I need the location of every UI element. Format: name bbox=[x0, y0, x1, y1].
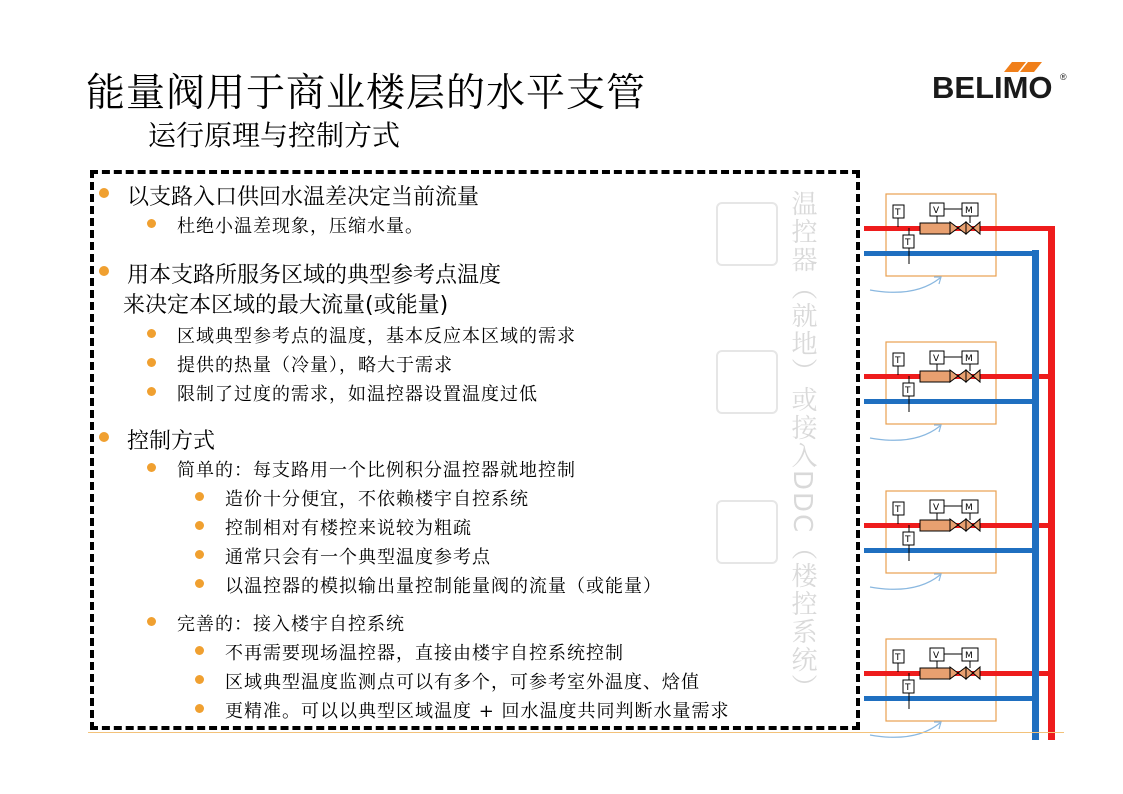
sensor-label: T bbox=[895, 208, 901, 218]
valve-body-icon bbox=[920, 520, 950, 531]
footer-divider bbox=[88, 732, 1064, 733]
sensor-label: T bbox=[895, 356, 901, 366]
background-watermark: 温控器（就地）或接入DDC（楼控系统） bbox=[787, 190, 817, 703]
return-branch-pipe bbox=[864, 251, 1036, 256]
list-item: 更精准。可以以典型区域温度 + 回水温度共同判断水量需求 bbox=[225, 697, 730, 723]
flow-arrow-curve bbox=[870, 278, 940, 292]
valve-body-icon bbox=[920, 371, 950, 382]
bullet-icon bbox=[195, 492, 204, 501]
list-item: 通常只会有一个典型温度参考点 bbox=[225, 543, 491, 569]
list-item: 不再需要现场温控器，直接由楼宇自控系统控制 bbox=[225, 639, 624, 665]
return-branch-pipe bbox=[864, 696, 1036, 701]
bullet-icon bbox=[99, 432, 109, 442]
flow-meter-label: V bbox=[933, 503, 940, 513]
belimo-logo bbox=[930, 56, 1070, 106]
list-item: 以温控器的模拟输出量控制能量阀的流量（或能量） bbox=[225, 572, 662, 598]
section-heading-reference-line2: 来决定本区域的最大流量(或能量) bbox=[123, 293, 449, 318]
bullet-icon bbox=[147, 358, 156, 367]
list-item: 简单的：每支路用一个比例积分温控器就地控制 bbox=[177, 456, 576, 482]
page-title: 能量阀用于商业楼层的水平支管 bbox=[86, 71, 647, 116]
list-item: 控制相对有楼控来说较为粗疏 bbox=[225, 514, 472, 540]
ball-valve-icon bbox=[950, 370, 966, 382]
actuator-label: M bbox=[965, 651, 973, 661]
bullet-icon bbox=[147, 219, 156, 228]
ball-valve-icon bbox=[966, 370, 980, 382]
return-branch-pipe bbox=[864, 548, 1036, 553]
list-item: 完善的：接入楼宇自控系统 bbox=[177, 610, 405, 636]
bullet-icon bbox=[99, 266, 109, 276]
sensor-label: T bbox=[895, 653, 901, 663]
page-subtitle: 运行原理与控制方式 bbox=[148, 119, 401, 152]
list-item: 杜绝小温差现象，压缩水量。 bbox=[177, 212, 424, 238]
bullet-icon bbox=[147, 329, 156, 338]
ball-valve-icon bbox=[950, 667, 966, 679]
actuator-label: M bbox=[965, 503, 973, 513]
list-item: 限制了过度的需求，如温控器设置温度过低 bbox=[177, 380, 538, 406]
ball-valve-icon bbox=[966, 519, 980, 531]
content-box bbox=[90, 170, 860, 730]
bullet-icon bbox=[195, 521, 204, 530]
sensor-label: T bbox=[905, 683, 911, 693]
sensor-label: T bbox=[905, 238, 911, 248]
sensor-label: T bbox=[905, 386, 911, 396]
valve-body-icon bbox=[920, 223, 950, 234]
sensor-label: T bbox=[895, 505, 901, 515]
actuator-label: M bbox=[965, 206, 973, 216]
supply-riser bbox=[1048, 226, 1055, 740]
bullet-icon bbox=[99, 188, 109, 198]
ball-valve-icon bbox=[966, 222, 980, 234]
bullet-icon bbox=[195, 675, 204, 684]
flow-meter-label: V bbox=[933, 354, 940, 364]
bullet-icon bbox=[195, 579, 204, 588]
ball-valve-icon bbox=[950, 519, 966, 531]
bullet-icon bbox=[147, 463, 156, 472]
list-item: 区域典型参考点的温度，基本反应本区域的需求 bbox=[177, 322, 576, 348]
flow-meter-label: V bbox=[933, 651, 940, 661]
list-item: 造价十分便宜，不依赖楼宇自控系统 bbox=[225, 485, 529, 511]
piping-diagram bbox=[860, 180, 1070, 740]
section-heading-reference: 用本支路所服务区域的典型参考点温度 bbox=[127, 258, 501, 289]
bullet-icon bbox=[147, 387, 156, 396]
logo-registered-mark: ® bbox=[1060, 72, 1067, 82]
bullet-icon bbox=[147, 617, 156, 626]
bullet-icon bbox=[195, 704, 204, 713]
return-riser bbox=[1032, 250, 1039, 740]
ball-valve-icon bbox=[966, 667, 980, 679]
actuator-label: M bbox=[965, 354, 973, 364]
logo-text: BELIMO bbox=[932, 70, 1053, 105]
section-heading-control: 控制方式 bbox=[127, 424, 215, 455]
flow-arrow-curve bbox=[870, 723, 940, 737]
list-item: 提供的热量（冷量），略大于需求 bbox=[177, 351, 453, 377]
list-item: 区域典型温度监测点可以有多个，可参考室外温度、焓值 bbox=[225, 668, 700, 694]
flow-arrow-curve bbox=[870, 426, 940, 440]
bullet-list bbox=[94, 174, 856, 726]
return-branch-pipe bbox=[864, 399, 1036, 404]
bullet-icon bbox=[195, 550, 204, 559]
bullet-icon bbox=[195, 646, 204, 655]
section-heading-flow: 以支路入口供回水温差决定当前流量 bbox=[127, 180, 479, 211]
flow-meter-label: V bbox=[933, 206, 940, 216]
flow-arrow-curve bbox=[870, 575, 940, 589]
sensor-label: T bbox=[905, 535, 911, 545]
valve-body-icon bbox=[920, 668, 950, 679]
ball-valve-icon bbox=[950, 222, 966, 234]
